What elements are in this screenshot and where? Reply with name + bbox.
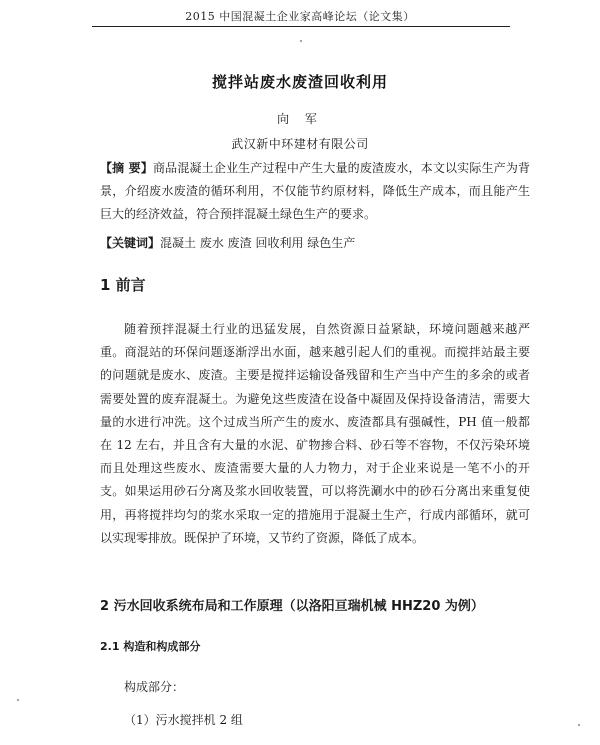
- paper-title: 搅拌站废水废渣回收利用: [211, 73, 388, 91]
- component-item-1: （1）污水搅拌机 2 组: [124, 713, 243, 727]
- keywords-label: 【关键词】: [100, 236, 161, 250]
- keywords-text: 混凝土 废水 废渣 回收利用 绿色生产: [160, 236, 356, 250]
- components-intro: 构成部分：: [124, 680, 185, 694]
- running-header: 2015 中国混凝土企业家高峰论坛（论文集）: [185, 10, 415, 23]
- scan-speck: [17, 699, 19, 701]
- abstract: [100, 157, 530, 226]
- keywords: [100, 233, 530, 253]
- scan-speck: [300, 40, 302, 42]
- abstract-text: 商品混凝土企业生产过程中产生大量的废渣废水，本文以实际生产为背景，介绍废水废渣的循环利用，不仅能节约原材料，降低生产成本，而且能产生巨大的经济效益，符合预拌混凝土绿色生产的要求。: [100, 161, 530, 221]
- section-2-heading: 2 污水回收系统布局和工作原理（以洛阳亘瑞机械 HHZ20 为例）: [100, 599, 484, 614]
- section-1-paragraph: 随着预拌混凝土行业的迅猛发展，自然资源日益紧缺，环境问题越来越严重。商混站的环保问题逐渐浮出水面，越来越引起人们的重视。而搅拌站最主要的问题就是废水、废渣。主要是搅拌运输设备残留和生产当中产生的多余的或者需要处置的废弃混凝土。为避免这些废渣在设备中凝固及保持设备清洁，需要大量的水进行冲洗。这个过成当所产生的废水、废渣都具有强碱性，PH 值一般都在 12 左右，并且含有大量的水泥、矿物掺合料、砂石等不容物，不仅污染环境而且处理这些废水、废渣需要大量的人力物力，对于企业来说是一笔不小的开支。如果运用砂石分离及浆水回收装置，可以将洗涮水中的砂石分离出来重复使用，再将搅拌均匀的浆水采取一定的措施用于混凝土生产，行成内部循环，就可以实现零排放。既保护了环境，又节约了资源，降低了成本。: [100, 322, 530, 545]
- scan-speck: [578, 724, 580, 726]
- affiliation: 武汉新中环建材有限公司: [231, 137, 369, 151]
- author: 向 军: [277, 112, 323, 126]
- section-2-1-heading: 2.1 构造和构成部分: [100, 640, 201, 653]
- header-rule: [92, 26, 510, 27]
- abstract-label: 【摘 要】: [100, 161, 154, 175]
- section-1-heading: 1 前言: [100, 276, 146, 294]
